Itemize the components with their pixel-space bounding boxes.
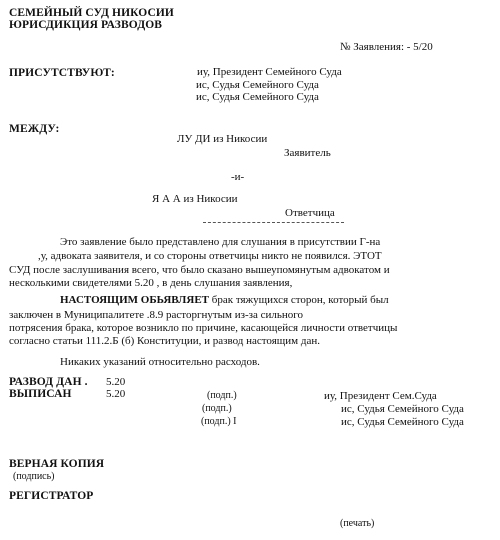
applicant-role: Заявитель [284, 147, 331, 159]
registrar-label: РЕГИСТРАТОР [9, 490, 94, 502]
body-p3: Никаких указаний относительно расходов. [60, 356, 260, 368]
issued-date: 5.20 [106, 388, 126, 400]
respondent-name: Я А А из Никосии [152, 193, 238, 205]
respondent-role: Ответчица [285, 207, 335, 219]
body-p1-line-2: ,у, адвоката заявителя, и со стороны ответчицы никто не появился. ЭТОТ [38, 250, 382, 262]
body-p2-line-2: заключен в Муниципалитете .8.9 расторгнутым из-за сильного [9, 309, 304, 321]
declaration-text: брак тяжущихся сторон, который был [211, 294, 389, 306]
application-number: № Заявления: - 5/20 [340, 41, 433, 53]
divorce-granted-label: РАЗВОД ДАН . [9, 376, 88, 388]
body-p1-line-1: Это заявление было представлено для слушания в присутствии Г-на [60, 236, 381, 248]
signed-mark-3: (подп.) I [201, 416, 237, 427]
body-p2-line-1 [60, 295, 389, 306]
present-label: ПРИСУТСТВУЮТ: [9, 67, 115, 79]
divorce-granted-date: 5.20 [106, 376, 126, 388]
court-name: СЕМЕЙНЫЙ СУД НИКОСИИ [9, 7, 174, 19]
applicant-name: ЛУ ДИ из Никосии [177, 133, 268, 145]
parties-separator: -и- [231, 171, 245, 183]
signature-note: (подпись) [13, 471, 55, 482]
between-label: МЕЖДУ: [9, 123, 60, 135]
body-p2-line-4: согласно статьи 111.2.Б (б) Конституции, и развод настоящим дан. [9, 335, 320, 347]
signed-mark-1: (подп.) [207, 390, 237, 401]
present-line-2: ис, Судья Семейного Суда [196, 79, 319, 91]
true-copy-label: ВЕРНАЯ КОПИЯ [9, 458, 105, 470]
seal-note: (печать) [340, 518, 375, 529]
declaration-heading: НАСТОЯЩИМ ОБЬЯВЛЯЕТ [60, 294, 209, 306]
present-line-3: ис, Судья Семейного Суда [196, 91, 319, 103]
signed-mark-2: (подп.) [202, 403, 232, 414]
separator-line [203, 222, 344, 223]
signature-line-3: ис, Судья Семейного Суда [341, 416, 464, 428]
body-p2-line-3: потрясения брака, которое возникло по причине, касающейся личности ответчицы [9, 322, 398, 334]
court-jurisdiction: ЮРИСДИКЦИЯ РАЗВОДОВ [9, 19, 163, 31]
signature-line-2: ис, Судья Семейного Суда [341, 403, 464, 415]
body-p1-line-3: СУД после заслушивания всего, что было сказано вышеупомянутым адвокатом и [9, 264, 390, 276]
signature-line-1: иу, Президент Сем.Суда [324, 390, 437, 402]
body-p1-line-4: несколькими свидетелями 5.20 , в день слушания заявления, [9, 277, 293, 289]
issued-label: ВЫПИСАН [9, 388, 72, 400]
present-line-1: иу, Президент Семейного Суда [197, 66, 342, 78]
